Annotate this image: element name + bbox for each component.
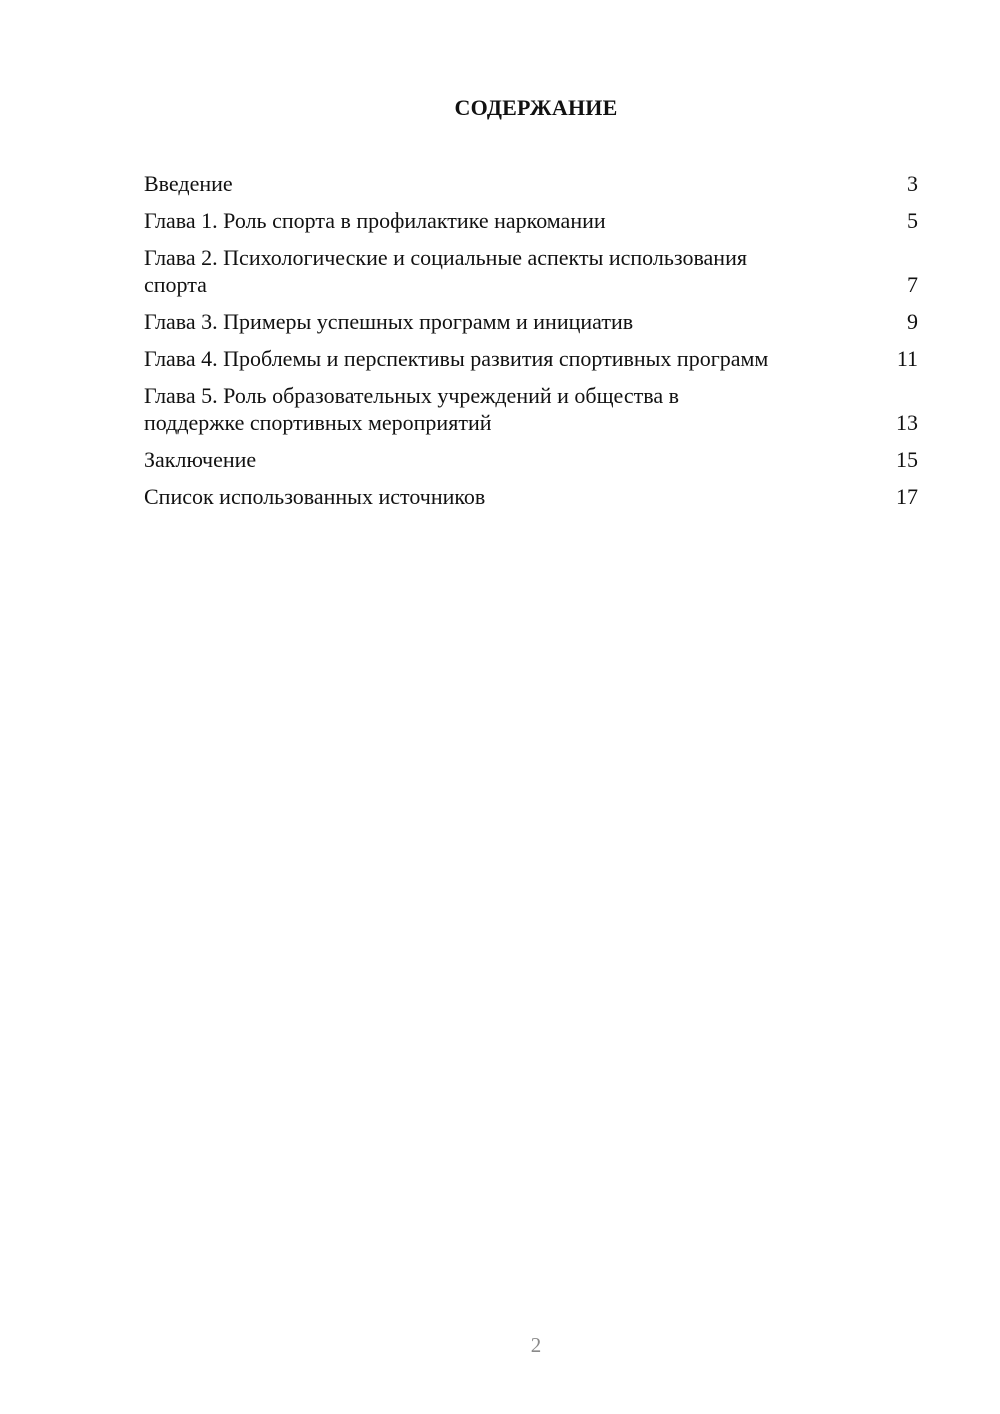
toc-entry-references[interactable] [144,483,918,510]
toc-entry-label: Заключение [144,447,257,472]
toc-entry-page: 7 [907,272,918,297]
toc-entry-chapter-5[interactable] [144,382,918,436]
toc-entry-chapter-3[interactable] [144,308,918,335]
toc-entry-page: 5 [907,208,918,233]
toc-entry-chapter-2[interactable] [144,244,918,298]
toc-entry-page: 9 [907,309,918,334]
toc-entry-label: Глава 1. Роль спорта в профилактике наркомании [144,208,606,233]
page-number: 2 [530,1333,542,1357]
toc-entry-label: Введение [144,171,233,196]
toc-entry-page: 17 [896,484,918,509]
table-of-contents [144,170,918,520]
toc-entry-conclusion[interactable] [144,446,918,473]
toc-entry-page: 3 [907,171,918,196]
toc-entry-label: Список использованных источников [144,484,486,509]
toc-entry-page: 15 [896,447,918,472]
toc-entry-chapter-1[interactable] [144,207,918,234]
toc-title: СОДЕРЖАНИЕ [454,95,618,120]
toc-entry-page: 11 [896,346,918,371]
toc-entry-label: Глава 5. Роль образовательных учреждений и общества в поддержке спортивных мероприятий [144,383,679,435]
toc-entry-label: Глава 4. Проблемы и перспективы развития спортивных программ [144,346,769,371]
toc-entry-chapter-4[interactable] [144,345,918,372]
toc-entry-label: Глава 2. Психологические и социальные аспекты использования спорта [144,245,747,297]
toc-entry-label: Глава 3. Примеры успешных программ и инициатив [144,309,634,334]
toc-entry-page: 13 [896,410,918,435]
toc-entry-introduction[interactable] [144,170,918,197]
